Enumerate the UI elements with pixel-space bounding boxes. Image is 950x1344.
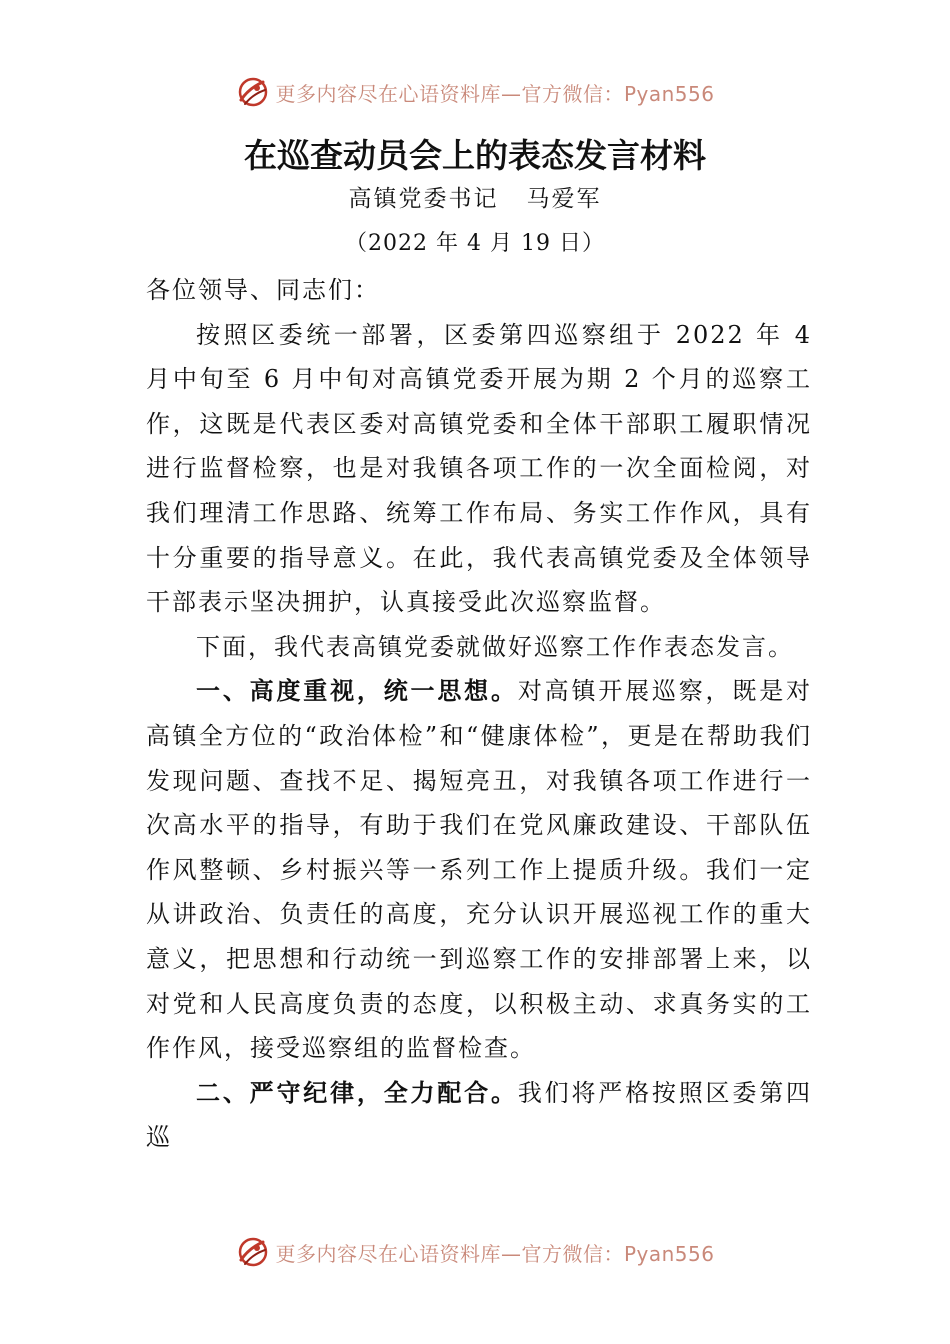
section-2 (146, 1071, 812, 1160)
paragraph-intro: 按照区委统一部署，区委第四巡察组于 2022 年 4 月中旬至 6 月中旬对高镇党委开展为期 2 个月的巡察工作，这既是代表区委对高镇党委和全体干部职工履职情况进行监督检察，也是对我镇各项工作的一次全面检阅，对我们理清工作思路、统筹工作布局、务实工作作风，具有十分重要的指导意义。在此，我代表高镇党委及全体领导干部表示坚决拥护，认真接受此次巡察监督。 (146, 320, 812, 617)
logo-icon (235, 1234, 271, 1270)
document-author: 高镇党委书记 马爱军 (348, 186, 602, 212)
watermark-text: 更多内容尽在心语资料库—官方微信：Pyan556 (275, 1241, 715, 1266)
section-2-heading: 二、严守纪律，全力配合。 (196, 1078, 518, 1107)
document-date: （2022 年 4 月 19 日） (345, 231, 605, 256)
section-1-heading: 一、高度重视，统一思想。 (196, 677, 518, 706)
section-1-text: 对高镇开展巡察，既是对高镇全方位的“政治体检”和“健康体检”，更是在帮助我们发现问题、查找不足、揭短亮丑，对我镇各项工作进行一次高水平的指导，有助于我们在党风廉政建设、干部队伍作风整顿、乡村振兴等一系列工作上提质升级。我们一定从讲政治、负责任的高度，充分认识开展巡视工作的重大意义，把思想和行动统一到巡察工作的安排部署上来，以对党和人民高度负责的态度，以积极主动、求真务实的工作作风，接受巡察组的监督检查。 (146, 677, 813, 1063)
watermark-header (0, 72, 950, 112)
salutation: 各位领导、同志们： (146, 276, 380, 304)
section-1 (146, 669, 812, 1070)
watermark-footer (0, 1232, 950, 1272)
watermark-text: 更多内容尽在心语资料库—官方微信：Pyan556 (275, 81, 715, 106)
paragraph-transition: 下面，我代表高镇党委就做好巡察工作作表态发言。 (196, 632, 794, 661)
document-body (146, 268, 812, 1160)
section-2-text: 我们将严格按照区委第四巡 (146, 1078, 813, 1152)
document-title: 在巡查动员会上的表态发言材料 (244, 136, 706, 175)
logo-icon (235, 74, 271, 110)
